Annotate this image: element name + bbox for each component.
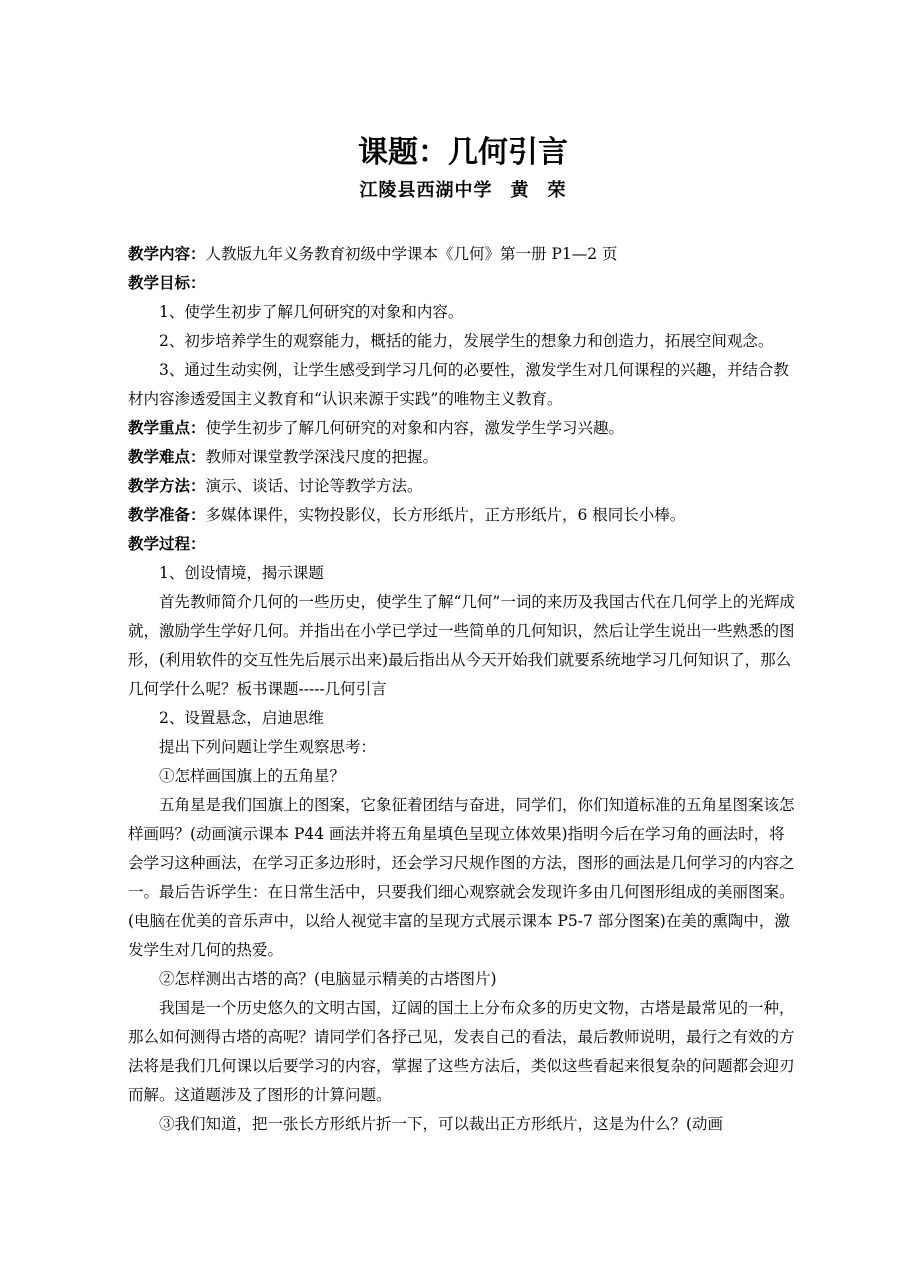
- section-text: 使学生初步了解几何研究的对象和内容，激发学生学习兴趣。: [205, 419, 625, 437]
- section-process: [128, 530, 798, 559]
- process-paragraph: 五角星是我们国旗上的图案，它象征着团结与奋进，同学们，你们知道标准的五角星图案该怎样画吗？(动画演示课本 P44 画法并将五角星填色呈现立体效果)指明今后在学习角的画法时，将会学习这种画法，在学习正多边形时，还会学习尺规作图的方法，图形的画法是几何学习的内容之一。最后告诉学生：在日常生活中，只要我们细心观察就会发现许多由几何图形组成的美丽图案。(电脑在优美的音乐声中，以给人视觉丰富的呈现方式展示课本 P5-7 部分图案)在美的熏陶中，激发学生对几何的热爱。: [128, 796, 795, 959]
- goal-item: 2、初步培养学生的观察能力，概括的能力，发展学生的想象力和创造力，拓展空间观念。: [159, 332, 774, 350]
- section-label: 教学方法：: [128, 477, 206, 495]
- section-label: 教学目标：: [128, 274, 206, 292]
- goal-item: 3、通过生动实例，让学生感受到学习几何的必要性，激发学生对几何课程的兴趣，并结合教材内容渗透爱国主义教育和“认识来源于实践”的唯物主义教育。: [128, 361, 789, 408]
- section-keypoint: [128, 414, 798, 443]
- section-difficulty: [128, 443, 798, 472]
- section-text: 人教版九年义务教育初级中学课本《几何》第一册 P1—2 页: [205, 245, 618, 263]
- document-page: [128, 132, 798, 1139]
- section-label: 教学难点：: [128, 448, 206, 466]
- section-text: 演示、谈话、讨论等教学方法。: [205, 477, 423, 495]
- school-name: 江陵县西湖中学: [359, 180, 493, 201]
- process-paragraph: 首先教师简介几何的一些历史，使学生了解“几何”一词的来历及我国古代在几何学上的光辉成就，激励学生学好几何。并指出在小学已学过一些简单的几何知识，然后让学生说出一些熟悉的图形，(利用软件的交互性先后展示出来)最后指出从今天开始我们就要系统地学习几何知识了，那么几何学什么呢？板书课题-----几何引言: [128, 593, 795, 698]
- section-text: 教师对课堂教学深浅尺度的把握。: [205, 448, 439, 466]
- author-line: [128, 176, 798, 206]
- process-paragraph: ②怎样测出古塔的高？(电脑显示精美的古塔图片): [159, 970, 497, 988]
- process-paragraph: ①怎样画国旗上的五角星？: [159, 767, 346, 785]
- process-paragraph: 我国是一个历史悠久的文明古国，辽阔的国土上分布众多的历史文物，古塔是最常见的一种，那么如何测得古塔的高呢？请同学们各抒己见，发表自己的看法，最后教师说明，最行之有效的方法将是我们几何课以后要学习的内容，掌握了这些方法后，类似这些看起来很复杂的问题都会迎刃而解。这道题涉及了图形的计算问题。: [128, 999, 795, 1104]
- goal-item: 1、使学生初步了解几何研究的对象和内容。: [159, 303, 464, 321]
- lesson-content: [128, 240, 798, 1139]
- author-name-1: 黄: [510, 180, 530, 201]
- section-method: [128, 472, 798, 501]
- section-label: 教学准备：: [128, 506, 206, 524]
- section-label: 教学内容：: [128, 245, 206, 263]
- section-content: [128, 240, 798, 269]
- section-text: 多媒体课件，实物投影仪，长方形纸片，正方形纸片，6 根同长小棒。: [205, 506, 686, 524]
- section-label: 教学重点：: [128, 419, 206, 437]
- section-goals: [128, 269, 798, 298]
- process-paragraph: 1、创设情境，揭示课题: [159, 564, 324, 582]
- section-prep: [128, 501, 798, 530]
- author-name-2: 荣: [547, 180, 567, 201]
- section-label: 教学过程：: [128, 535, 206, 553]
- process-paragraph: 提出下列问题让学生观察思考：: [159, 738, 377, 756]
- page-title: 课题：几何引言: [358, 135, 568, 170]
- process-paragraph: 2、设置悬念，启迪思维: [159, 709, 324, 727]
- process-paragraph: ③我们知道，把一张长方形纸片折一下，可以裁出正方形纸片，这是为什么？(动画: [159, 1115, 724, 1133]
